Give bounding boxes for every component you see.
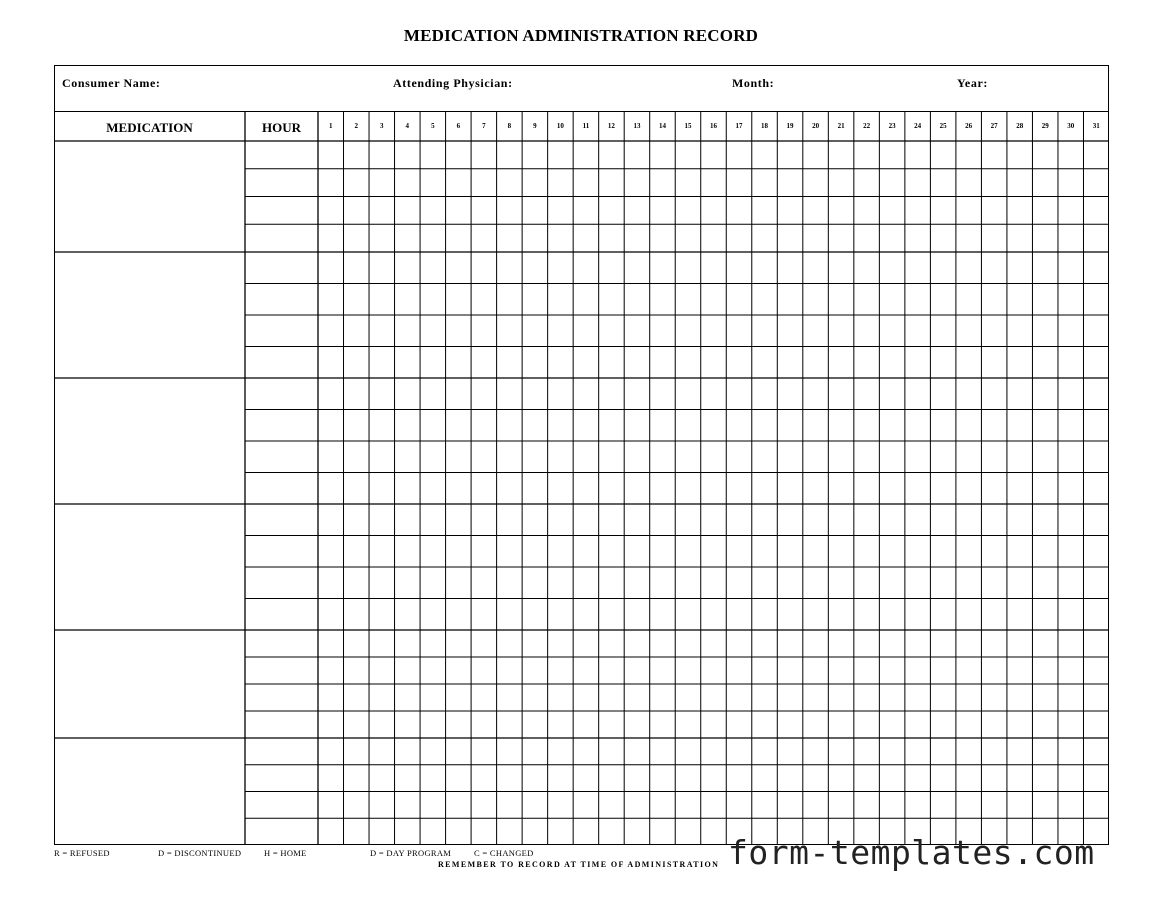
day-column-header: 15 bbox=[684, 122, 692, 130]
day-column-header: 23 bbox=[888, 122, 896, 130]
day-column-header: 11 bbox=[582, 122, 590, 130]
day-column-header: 27 bbox=[990, 122, 998, 130]
day-column-header: 13 bbox=[633, 122, 641, 130]
day-column-header: 17 bbox=[735, 122, 743, 130]
day-column-header: 2 bbox=[354, 122, 359, 130]
day-column-header: 6 bbox=[456, 122, 461, 130]
day-column-header: 5 bbox=[431, 122, 435, 130]
day-column-header: 16 bbox=[710, 122, 717, 130]
day-column-header: 30 bbox=[1067, 122, 1075, 130]
day-column-header: 9 bbox=[533, 122, 537, 130]
day-column-header: 8 bbox=[507, 122, 512, 130]
day-column-header: 25 bbox=[939, 122, 947, 130]
day-column-header: 18 bbox=[761, 122, 769, 130]
legend-discontinued: D = DISCONTINUED bbox=[158, 848, 242, 858]
day-column-header: 4 bbox=[405, 122, 410, 130]
legend-home: H = HOME bbox=[264, 848, 307, 858]
consumer-name-label: Consumer Name: bbox=[62, 76, 161, 90]
day-column-header: 22 bbox=[863, 122, 871, 130]
legend-refused: R = REFUSED bbox=[54, 848, 110, 858]
day-column-header: 10 bbox=[556, 122, 564, 130]
day-column-header: 19 bbox=[786, 122, 794, 130]
legend-day-program: D = DAY PROGRAM bbox=[370, 848, 452, 858]
day-column-header: 7 bbox=[482, 122, 486, 130]
day-column-header: 3 bbox=[380, 122, 384, 130]
day-column-header: 24 bbox=[914, 122, 922, 130]
day-column-header: 14 bbox=[658, 122, 666, 130]
legend-changed: C = CHANGED bbox=[474, 848, 534, 858]
attending-physician-label: Attending Physician: bbox=[393, 76, 513, 90]
day-column-header: 29 bbox=[1041, 122, 1049, 130]
day-column-header: 28 bbox=[1016, 122, 1024, 130]
day-column-header: 20 bbox=[812, 122, 820, 130]
hour-column-header: HOUR bbox=[262, 120, 301, 135]
month-label: Month: bbox=[732, 76, 775, 90]
document-title: MEDICATION ADMINISTRATION RECORD bbox=[403, 26, 759, 45]
watermark-text: form-templates.com bbox=[728, 833, 1095, 872]
day-column-header: 26 bbox=[965, 122, 973, 130]
day-column-header: 21 bbox=[837, 122, 845, 130]
day-column-header: 31 bbox=[1092, 122, 1100, 130]
year-label: Year: bbox=[957, 76, 988, 90]
day-column-header: 1 bbox=[329, 122, 333, 130]
day-column-header: 12 bbox=[607, 122, 615, 130]
remember-note: REMEMBER TO RECORD AT TIME OF ADMINISTRATION bbox=[438, 860, 720, 869]
medication-column-header: MEDICATION bbox=[106, 120, 193, 135]
